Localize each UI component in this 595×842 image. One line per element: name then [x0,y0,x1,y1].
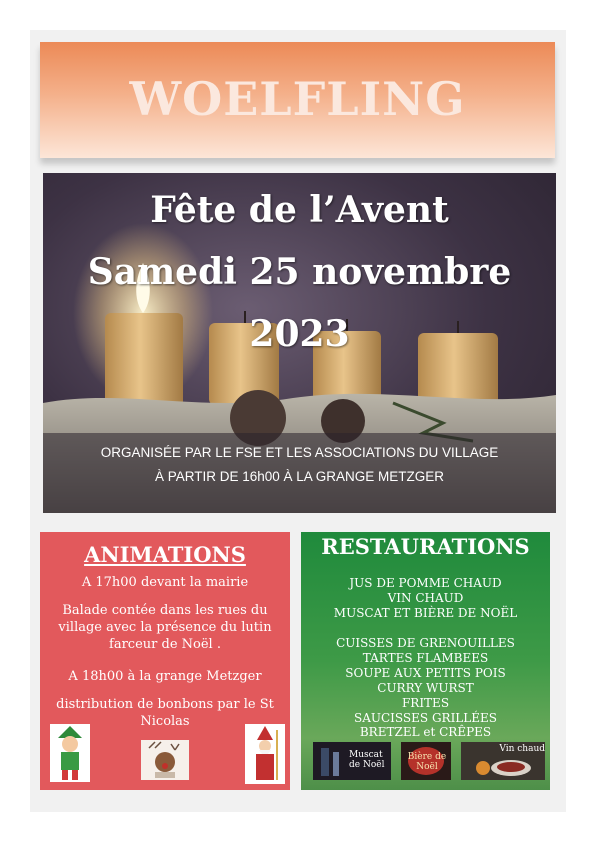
muscat-label: Muscat de Noël [349,750,385,770]
animation-time-grange: A 18h00 à la grange Metzger [68,669,262,684]
food-item: TARTES FLAMBEES [362,651,489,665]
reindeer-drawing-image [141,740,189,780]
food-item: CUISSES DE GRENOUILLES [336,636,515,650]
drink-item: JUS DE POMME CHAUD [349,576,502,590]
food-item: SAUCISSES GRILLÉES [354,711,497,725]
vin-chaud-photo [461,742,545,780]
animation-bonbons: distribution de bonbons par le St Nicolas [56,697,274,729]
village-title: WOELFLING [129,72,466,126]
restaurations-panel [301,532,550,790]
food-item: BRETZEL et CRÊPES [359,725,492,739]
animations-title: ANIMATIONS [84,542,246,567]
muscat-photo [313,742,391,780]
drink-item: VIN CHAUD [387,591,464,605]
biere-photo [401,742,451,780]
biere-label: Bière de Noël [407,752,447,772]
location-text: À PARTIR DE 16h00 À LA GRANGE METZGER [154,469,445,484]
hero-image [43,173,556,513]
animation-time-mairie: A 17h00 devant la mairie [81,575,249,590]
elf-image [50,724,90,782]
event-year: 2023 [249,313,350,355]
animation-balade: Balade contée dans les rues du village avec la présence du lutin farceur de Noël . [58,603,272,652]
animations-panel [40,532,290,790]
saint-nicolas-image [245,724,285,784]
vin-chaud-label: Vin chaud [499,744,545,754]
title-banner [40,42,555,158]
food-item: CURRY WURST [377,681,474,695]
food-item: SOUPE AUX PETITS POIS [345,666,506,680]
restaurations-title: RESTAURATIONS [321,534,530,559]
food-item: FRITES [401,696,450,710]
event-date: Samedi 25 novembre [87,251,512,293]
organizer-text: ORGANISÉE PAR LE FSE ET LES ASSOCIATIONS DU VILLAGE [100,445,499,460]
drink-item: MUSCAT ET BIÈRE DE NOËL [333,606,518,620]
event-title: Fête de l’Avent [150,189,449,231]
